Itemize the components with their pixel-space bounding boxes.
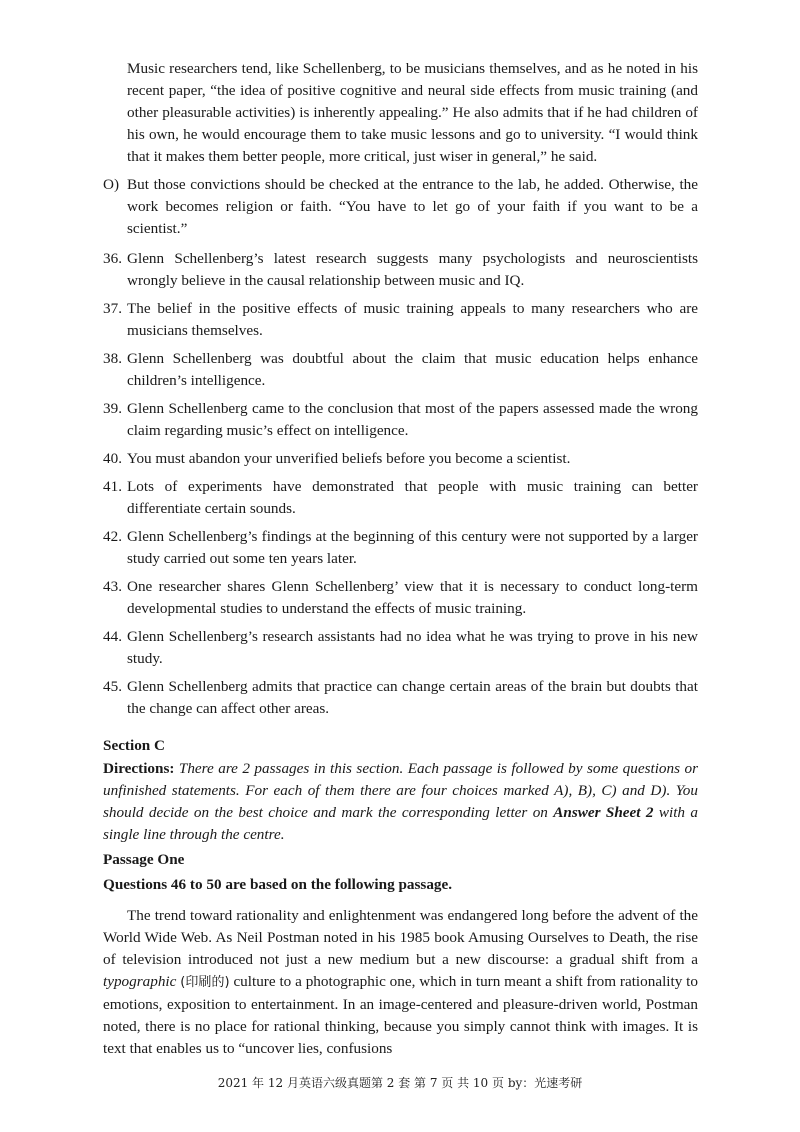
question-item: [103, 526, 698, 570]
paragraph-o: [103, 174, 698, 240]
directions-label: Directions:: [103, 760, 175, 777]
question-text: Lots of experiments have demonstrated that people with music training can better differentiate certain sounds.: [127, 478, 698, 517]
questions-heading: Questions 46 to 50 are based on the following passage.: [103, 876, 453, 893]
question-number: 44.: [103, 628, 122, 645]
question-item: [103, 398, 698, 442]
passage-gloss: (印刷的): [180, 975, 230, 990]
page-footer: 2021 年 12 月英语六级真题第 2 套 第 7 页 共 10 页 by：光速考研: [217, 1076, 583, 1090]
question-item: [103, 676, 698, 720]
question-item: [103, 248, 698, 292]
question-item: [103, 348, 698, 392]
question-item: [103, 298, 698, 342]
question-item: [103, 448, 698, 470]
question-text: Glenn Schellenberg’s findings at the beginning of this century were not supported by a larger study carried out some ten years later.: [127, 528, 698, 567]
question-number: 41.: [103, 478, 122, 495]
passage-text-part2: culture to a photographic one, which in turn meant a shift from rationality to emotions, exposition to entertainment. In an image-centered and pleasure-driven world, Postman noted, there is no place for rational thinking, because you simply cannot think with images. It is text that enables us to “uncover lies, confusions: [103, 973, 698, 1057]
passage-text-part1: The trend toward rationality and enlightenment was endangered long before the advent of the World Wide Web. As Neil Postman noted in his 1985 book Amusing Ourselves to Death, the rise of television introduced not just a new medium but a new discourse: a gradual shift from a: [103, 907, 698, 968]
page-content: [103, 58, 698, 1060]
question-number: 39.: [103, 400, 122, 417]
question-item: [103, 476, 698, 520]
question-text: Glenn Schellenberg came to the conclusion that most of the papers assessed made the wrong claim regarding music’s effect on intelligence.: [127, 400, 698, 439]
paragraph-o-text: But those convictions should be checked at the entrance to the lab, he added. Otherwise, the work becomes religion or faith. “You have to let go of your faith if you want to be a scientist.”: [127, 176, 698, 237]
question-item: [103, 576, 698, 620]
question-text: Glenn Schellenberg was doubtful about the claim that music education helps enhance children’s intelligence.: [127, 350, 698, 389]
passage-paragraph: [103, 905, 698, 1060]
question-text: The belief in the positive effects of music training appeals to many researchers who are musicians themselves.: [127, 300, 698, 339]
question-number: 43.: [103, 578, 122, 595]
directions-answer-sheet: Answer Sheet 2: [553, 804, 654, 821]
question-text: Glenn Schellenberg’s latest research suggests many psychologists and neuroscientists wrongly believe in the causal relationship between music and IQ.: [127, 250, 698, 289]
question-number: 37.: [103, 300, 122, 317]
passage-italic-word: typographic: [103, 973, 177, 990]
directions-text: There are 2 passages in this section. Each passage is followed by some questions or unfinished statements. For each of them there are four choices marked A), B), C) and D). You should decide on the best choice and mark the corresponding letter on: [103, 760, 698, 821]
directions: [103, 758, 698, 846]
question-text: One researcher shares Glenn Schellenberg’ view that it is necessary to conduct long-term developmental studies to understand the effects of music training.: [127, 578, 698, 617]
passage-title: Passage One: [103, 851, 185, 868]
section-title: Section C: [103, 737, 166, 754]
intro-paragraph: Music researchers tend, like Schellenberg, to be musicians themselves, and as he noted in his recent paper, “the idea of positive cognitive and neural side effects from music training (and other pleasurable activities) is inherently appealing.” He also admits that if he had children of his own, he would encourage them to take music lessons and go to university. “I would think that it makes them better people, more critical, just wiser in general,” he said.: [127, 60, 698, 165]
question-number: 45.: [103, 678, 122, 695]
question-item: [103, 626, 698, 670]
question-number: 40.: [103, 450, 122, 467]
question-text: Glenn Schellenberg admits that practice can change certain areas of the brain but doubts that the change can affect other areas.: [127, 678, 698, 717]
question-text: Glenn Schellenberg’s research assistants had no idea what he was trying to prove in his new study.: [127, 628, 698, 667]
question-number: 36.: [103, 250, 122, 267]
question-number: 38.: [103, 350, 122, 367]
question-number: 42.: [103, 528, 122, 545]
question-text: You must abandon your unverified beliefs before you become a scientist.: [127, 450, 571, 467]
directions-end: with a single line through the centre.: [103, 804, 698, 843]
paragraph-o-label: O): [103, 176, 120, 193]
